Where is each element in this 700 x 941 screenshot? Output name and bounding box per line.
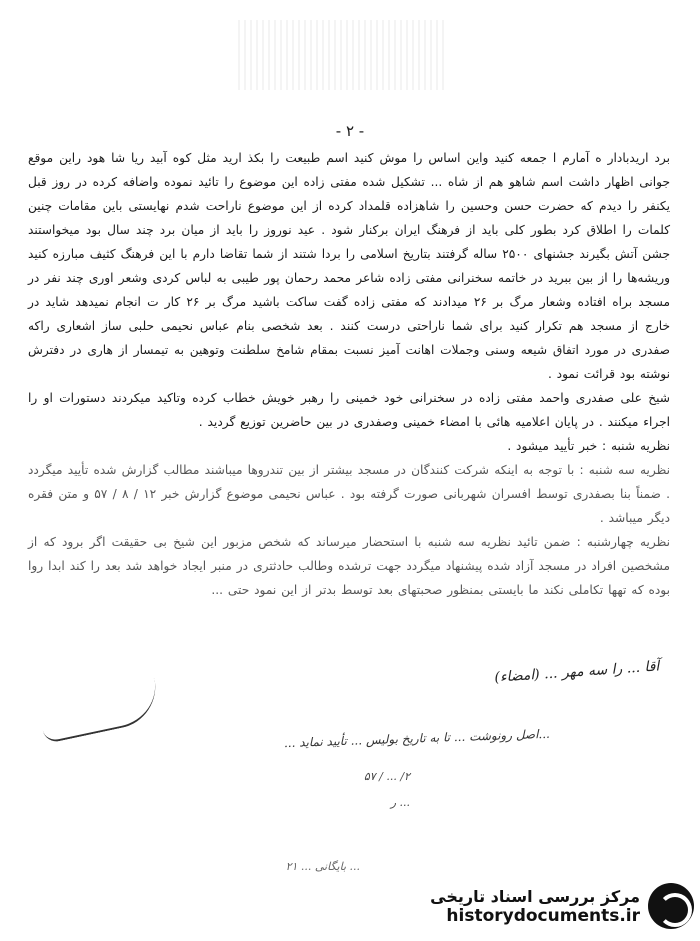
archive-logo-icon: [648, 883, 694, 929]
paragraph-3: نظریه شنبه : خبر تأیید میشود .: [507, 439, 670, 453]
handwritten-initial: ... ر: [390, 796, 410, 809]
faded-stamp: [238, 20, 448, 90]
archive-url: historydocuments.ir: [446, 905, 640, 926]
handwritten-note-1: آقا ... را سه مهر ... (امضاء): [493, 658, 660, 686]
archive-watermark: [394, 875, 694, 937]
handwritten-note-2: ...اصل رونوشت ... تا به تاریخ بولیس ... تأیید نماید ...: [283, 726, 551, 751]
paragraph-1: برد اریدبادار ه آمارم ا جمعه کنید واین اساس را موش کنید اسم طبیعت را بکذ ارید مثل کوه آبید ریا شا هود راین موقع جوانی اظهار داشت اسم شاهو هم از شاه ... تشکیل شده مفتی زاده این موضوع را تائید نموده واضافه کرده در روز قبل یکنفر را دیدم که حضرت حسن وحسین را شاهزاده قلمداد کرده از این موضوع ناراحت شدم نهایستی باین مقامات چنین کلمات را اطلاق کرد بطور کلی باید از فرهنگ ایران برکنار شود . عید نوروز را باید از میان برد چند سال بود میخواستند جشن آتش بگیرند جشنهای ۲۵۰۰ ساله گرفتند بتاریخ اسلامی را بردا شتند از شما تقاضا دارم با این فرهنگ کثیف مبارزه کنید وریشه‌ها را از بین ببرید در خاتمه سخنرانی مفتی زاده شاعر محمد رحمان پور طیبی به لباس کردی وشعر اوری چند نفر در مسجد براه افتاده وشعار مرگ بر ۲۶ میدادند که مفتی زاده گفت ساکت باشید مرگ بر ۲۶ کار ت انجام نمیدهد شاید در خارج از مسجد هم تکرار کنید برای شما ناراحتی درست کنند . بعد شخصی بنام عباس نحیمی حلبی ساز اشعاری راکه صفدری در مورد اتفاق شیعه وسنی وجملات اهانت آمیز نسبت بمقام شامخ سلطنت وتوهین به تیمسار از هاری در دفترش نوشته بود قرائت نمود .: [28, 151, 670, 381]
page-number: - ۲ -: [335, 122, 365, 140]
paragraph-4: نظریه سه شنبه : با توجه به اینکه شرکت کنندگان در مسجد بیشتر از بین تندروها میباشند مطالب گزارش شده تأیید میگردد . ضمناً بنا بصفدری توسط افسران شهربانی صورت گرفته بود . عباس نحیمی موضوع گزارش خبر ۱۲ / ۸ / ۵۷ و متن فقره دیگر میباشد .: [28, 463, 670, 525]
document-body: [28, 146, 670, 602]
handwritten-date: ۲/ ... / ۵۷: [363, 770, 410, 783]
paragraph-5: نظریه چهارشنبه : ضمن تائید نظریه سه شنبه با استحضار میرساند که شخص مزبور این شیخ بی حقیقت اگر برود که از مشخصین افراد در مسجد آزاد شده پیشنهاد میگردد جهت ترشده وطالب حادثتری در منبر ایجاد خواهد شد بعد را کند ابدا روا بوده که تهها تکاملی نکند ما بایستی بمنظور صحبتهای بعد توسط بدتر از این نمود حتی ...: [28, 535, 670, 597]
paragraph-2: شیخ علی صفدری واحمد مفتی زاده در سخنرانی خود خمینی را رهبر خویش خطاب کرده وتاکید میکردند دستورات او را اجراء میکنند . در پایان اعلامیه هائی با امضاء خمینی وصفدری در بین حاضرین توزیع گردید .: [28, 391, 670, 429]
handwritten-bottom-note: ... بایگانی ... ۲۱: [285, 860, 360, 873]
archive-title: مرکز بررسی اسناد تاریخی: [430, 886, 640, 906]
